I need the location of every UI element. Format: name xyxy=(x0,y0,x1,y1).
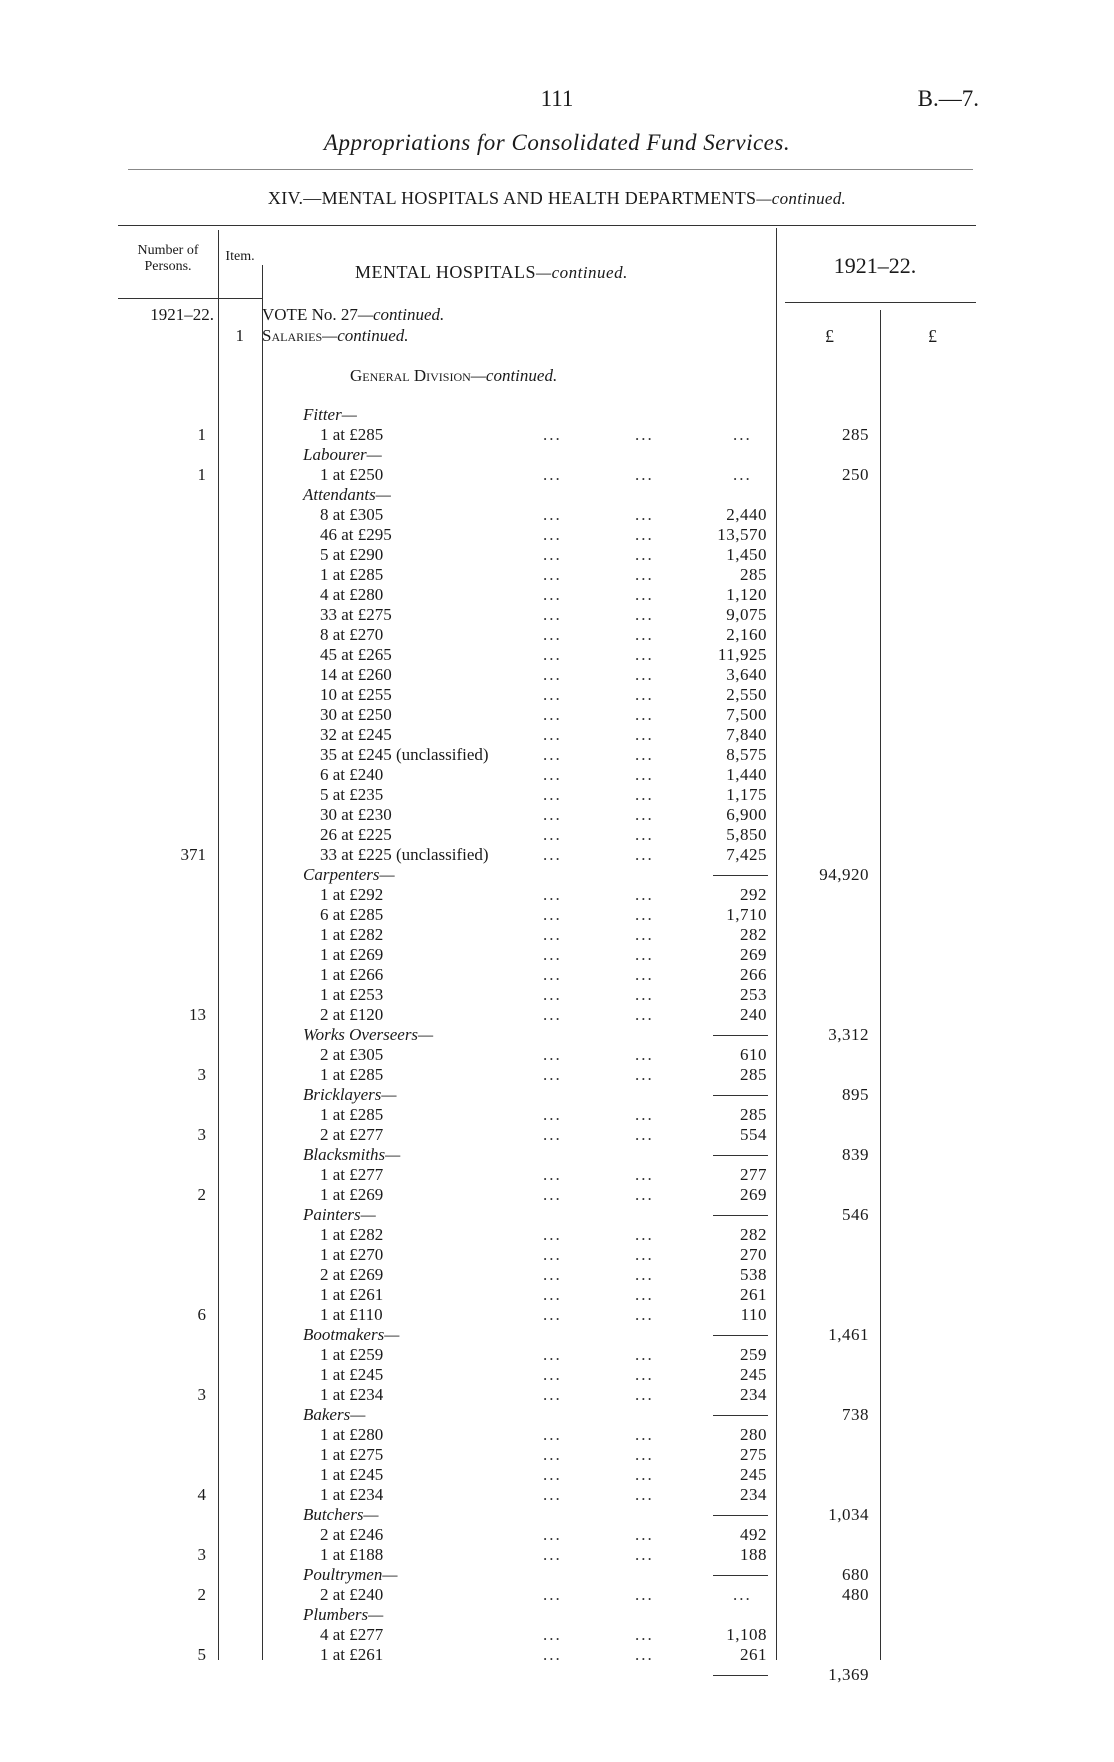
category-label: Painters— xyxy=(303,1205,376,1224)
item-amount: 275 xyxy=(740,1445,767,1464)
persons-count: 5 xyxy=(197,1645,206,1664)
table-top-rule xyxy=(118,225,976,226)
rate-description: 1 at £292 xyxy=(320,885,384,904)
item-amount: 266 xyxy=(740,965,767,984)
table-row: 1 at £285 3 285 ... ... xyxy=(197,1065,767,1084)
table-row: 1 at £245 245 ... ... xyxy=(320,1465,767,1484)
item-amount: 610 xyxy=(740,1045,767,1064)
rate-description: 45 at £265 xyxy=(320,645,392,664)
item-amount: 538 xyxy=(740,1265,767,1284)
persons-count: 3 xyxy=(197,1545,206,1564)
item-amount: 234 xyxy=(740,1485,767,1504)
rate-description: 1 at £245 xyxy=(320,1465,384,1484)
table-row: 46 at £295 13,570 ... ... xyxy=(320,525,767,544)
persons-count: 1 xyxy=(197,425,206,444)
item-amount: 492 xyxy=(740,1525,767,1544)
table-row: 1 at £270 270 ... ... xyxy=(320,1245,767,1264)
item-amount: 188 xyxy=(740,1545,767,1564)
rate-description: 35 at £245 (unclassified) xyxy=(320,745,489,764)
category-total: 839 xyxy=(842,1145,869,1164)
rate-description: 5 at £235 xyxy=(320,785,384,804)
rate-description: 1 at £234 xyxy=(320,1385,384,1404)
table-row: 1 at £234 4 234 ... ... xyxy=(197,1485,767,1504)
rate-description: 1 at £253 xyxy=(320,985,384,1004)
table-row: 32 at £245 7,840 ... ... xyxy=(320,725,767,744)
table-row: 6 at £285 1,710 ... ... xyxy=(320,905,767,924)
rate-description: 1 at £250 xyxy=(320,465,384,484)
rate-description: 2 at £246 xyxy=(320,1525,384,1544)
item-amount: 269 xyxy=(740,945,767,964)
subtotal-rule xyxy=(713,1335,768,1336)
item-amount: 1,120 xyxy=(726,585,767,604)
vote-suffix: —continued. xyxy=(357,305,445,324)
rate-description: 1 at £285 xyxy=(320,1105,384,1124)
rate-description: 5 at £290 xyxy=(320,545,384,564)
rate-description: 33 at £275 xyxy=(320,605,392,624)
table-row: 4 at £280 1,120 ... ... xyxy=(320,585,767,604)
salaries-suffix: —continued. xyxy=(322,326,409,345)
table-row: 1 at £245 245 ... ... xyxy=(320,1365,767,1384)
persons-count: 4 xyxy=(197,1485,206,1504)
item-amount: 110 xyxy=(740,1305,767,1324)
table-row: 2 at £305 610 ... ... xyxy=(320,1045,767,1064)
persons-header-rule xyxy=(118,298,218,299)
item-amount: 269 xyxy=(740,1185,767,1204)
category-row xyxy=(0,1025,1114,1045)
rate-description: 1 at £259 xyxy=(320,1345,384,1364)
category-total: 94,920 xyxy=(819,865,869,884)
rate-description: 1 at £285 xyxy=(320,425,384,444)
item-amount: 554 xyxy=(740,1125,767,1144)
category-label: Poultrymen— xyxy=(303,1565,398,1584)
item-amount: 1,440 xyxy=(726,765,767,784)
page-reference: B.—7. xyxy=(917,86,979,111)
rate-description: 1 at £261 xyxy=(320,1645,384,1664)
category-row xyxy=(0,1405,1114,1425)
category-total: 285 xyxy=(842,425,869,444)
table-row: 1 at £269 2 269 ... ... xyxy=(197,1185,767,1204)
table-row: 1 at £261 261 ... ... xyxy=(320,1285,767,1304)
rate-description: 1 at £269 xyxy=(320,945,384,964)
rate-description: 1 at £275 xyxy=(320,1445,384,1464)
category-total: 1,034 xyxy=(828,1505,869,1524)
number-of-persons-header: Number of Persons. xyxy=(137,243,199,274)
table-row: 1 at £282 282 ... ... xyxy=(320,1225,767,1244)
category-label: Bricklayers— xyxy=(303,1085,397,1104)
table-row: 8 at £305 2,440 ... ... xyxy=(320,505,767,524)
rate-description: 1 at £285 xyxy=(320,1065,384,1084)
rate-description: 32 at £245 xyxy=(320,725,392,744)
item-amount: 277 xyxy=(740,1165,767,1184)
item-amount: 285 xyxy=(740,1065,767,1084)
category-total: 680 xyxy=(842,1565,869,1584)
table-row: 35 at £245 (unclassified) 8,575 ... ... xyxy=(320,745,767,764)
item-amount: 234 xyxy=(740,1385,767,1404)
rate-description: 1 at £282 xyxy=(320,1225,384,1244)
item-amount: 7,425 xyxy=(726,845,767,864)
rate-description: 2 at £269 xyxy=(320,1265,384,1284)
division-heading xyxy=(350,366,557,386)
category-row xyxy=(0,1205,1114,1225)
persons-count: 3 xyxy=(197,1065,206,1084)
item-amount: 1,710 xyxy=(726,905,767,924)
page-number: 111 xyxy=(540,86,574,111)
item-amount: 2,440 xyxy=(726,505,767,524)
rate-description: 1 at £266 xyxy=(320,965,384,984)
item-amount: 9,075 xyxy=(726,605,767,624)
item-amount: 261 xyxy=(740,1285,767,1304)
subtotal-rule xyxy=(713,1515,768,1516)
subtotal-rule xyxy=(713,875,768,876)
table-row: 33 at £275 9,075 ... ... xyxy=(320,605,767,624)
item-amount: 1,175 xyxy=(726,785,767,804)
rate-description: 8 at £305 xyxy=(320,505,384,524)
category-label: Bakers— xyxy=(303,1405,366,1424)
rate-description: 6 at £285 xyxy=(320,905,384,924)
table-row: 1 at £188 3 188 ... ... xyxy=(197,1545,767,1564)
table-row: 26 at £225 5,850 ... ... xyxy=(320,825,767,844)
persons-count: 3 xyxy=(197,1125,206,1144)
category-label: Works Overseers— xyxy=(303,1025,434,1044)
persons-year: 1921–22. xyxy=(150,305,214,324)
category-label: Blacksmiths— xyxy=(303,1145,401,1164)
rate-description: 1 at £270 xyxy=(320,1245,384,1264)
persons-count: 3 xyxy=(197,1385,206,1404)
table-row: 10 at £255 2,550 ... ... xyxy=(320,685,767,704)
table-row: 1 at £234 3 234 ... ... xyxy=(197,1385,767,1404)
subtotal-rule xyxy=(713,1095,768,1096)
item-amount: 285 xyxy=(740,1105,767,1124)
title-rule xyxy=(128,169,973,170)
item-amount: 1,450 xyxy=(726,545,767,564)
item-amount: 2,550 xyxy=(726,685,767,704)
year-header-rule xyxy=(785,302,976,303)
table-row: 1 at £269 269 ... ... xyxy=(320,945,767,964)
table-row: 5 at £290 1,450 ... ... xyxy=(320,545,767,564)
item-amount: 7,500 xyxy=(726,705,767,724)
table-row: 6 at £240 1,440 ... ... xyxy=(320,765,767,784)
table-row: 2 at £240 2 480 ... ... ... xyxy=(197,1585,869,1604)
category-row xyxy=(0,865,1114,885)
item-number: 1 xyxy=(235,326,244,345)
division-suffix: —continued. xyxy=(470,366,558,385)
table-row: 1 at £261 5 261 ... ... xyxy=(197,1645,767,1664)
department-text: MENTAL HOSPITALS xyxy=(355,262,536,282)
category-total: 1,461 xyxy=(828,1325,869,1344)
vote-line xyxy=(262,305,444,325)
rate-description: 2 at £120 xyxy=(320,1005,384,1024)
item-amount: 282 xyxy=(740,925,767,944)
persons-count: 1 xyxy=(197,465,206,484)
category-label: Butchers— xyxy=(303,1505,379,1524)
rate-description: 1 at £245 xyxy=(320,1365,384,1384)
rate-description: 8 at £270 xyxy=(320,625,384,644)
item-amount: 245 xyxy=(740,1365,767,1384)
item-amount: 253 xyxy=(740,985,767,1004)
rate-description: 33 at £225 (unclassified) xyxy=(320,845,489,864)
category-total: 1,369 xyxy=(828,1665,869,1684)
table-row: 1 at £280 280 ... ... xyxy=(320,1425,767,1444)
table-row: 33 at £225 (unclassified) 371 7,425 ... ... xyxy=(180,845,767,864)
rate-description: 1 at £285 xyxy=(320,565,384,584)
item-amount: 5,850 xyxy=(726,825,767,844)
rate-description: 30 at £230 xyxy=(320,805,392,824)
persons-count: 13 xyxy=(189,1005,206,1024)
category-total: 546 xyxy=(842,1205,869,1224)
table-row: 30 at £230 6,900 ... ... xyxy=(320,805,767,824)
category-label: Labourer— xyxy=(303,445,382,464)
category-row xyxy=(0,1085,1114,1105)
table-row: 1 at £282 282 ... ... xyxy=(320,925,767,944)
table-row: 1 at £277 277 ... ... xyxy=(320,1165,767,1184)
table-row: 1 at £266 266 ... ... xyxy=(320,965,767,984)
rate-description: 2 at £240 xyxy=(320,1585,384,1604)
table-row: 1 at £259 259 ... ... xyxy=(320,1345,767,1364)
item-amount: 7,840 xyxy=(726,725,767,744)
table-row: 1 at £275 275 ... ... xyxy=(320,1445,767,1464)
rate-description: 1 at £110 xyxy=(320,1305,383,1324)
item-amount: 240 xyxy=(740,1005,767,1024)
table-row: 2 at £277 3 554 ... ... xyxy=(197,1125,767,1144)
page-title: Appropriations for Consolidated Fund Services. xyxy=(323,130,791,155)
rate-description: 30 at £250 xyxy=(320,705,392,724)
category-row xyxy=(0,1505,1114,1525)
category-row xyxy=(0,1145,1114,1165)
item-amount: 1,108 xyxy=(726,1625,767,1644)
category-total: 738 xyxy=(842,1405,869,1424)
table-row: 30 at £250 7,500 ... ... xyxy=(320,705,767,724)
subtotal-rule xyxy=(713,1415,768,1416)
rate-description: 4 at £277 xyxy=(320,1625,384,1644)
table-row: 1 at £285 285 ... ... xyxy=(320,1105,767,1124)
subtotal-rule xyxy=(713,1035,768,1036)
rate-description: 1 at £234 xyxy=(320,1485,384,1504)
vote-text: VOTE No. 27 xyxy=(262,305,358,324)
rate-description: 46 at £295 xyxy=(320,525,392,544)
table-row: 1 at £285 1 285 ... ... ... xyxy=(197,425,869,444)
item-amount: 2,160 xyxy=(726,625,767,644)
salaries-line xyxy=(262,326,409,346)
item-amount: 270 xyxy=(740,1245,767,1264)
rate-description: 1 at £282 xyxy=(320,925,384,944)
category-row xyxy=(0,405,1114,425)
salaries-text: Salaries xyxy=(262,326,323,345)
section-heading xyxy=(0,188,1114,209)
category-total: 250 xyxy=(842,465,869,484)
section-heading-suffix: —continued. xyxy=(756,189,847,208)
category-label: Attendants— xyxy=(303,485,391,504)
item-amount: 13,570 xyxy=(717,525,767,544)
item-amount: 292 xyxy=(740,885,767,904)
table-row: 1 at £285 285 ... ... xyxy=(320,565,767,584)
category-row xyxy=(0,1605,1114,1625)
rate-description: 4 at £280 xyxy=(320,585,384,604)
rate-description: 1 at £280 xyxy=(320,1425,384,1444)
pound-symbol-col2: £ xyxy=(928,326,937,346)
item-amount: 259 xyxy=(740,1345,767,1364)
department-header xyxy=(355,262,628,283)
category-label: Fitter— xyxy=(303,405,357,424)
category-row xyxy=(0,485,1114,505)
category-total: 895 xyxy=(842,1085,869,1104)
subtotal-rule xyxy=(713,1675,768,1676)
salary-rows xyxy=(0,405,1114,1685)
rate-description: 1 at £277 xyxy=(320,1165,384,1184)
subtotal-rule xyxy=(713,1575,768,1576)
category-label: Plumbers— xyxy=(303,1605,384,1624)
year-header: 1921–22. xyxy=(833,253,917,278)
table-row xyxy=(0,1665,1114,1685)
rate-description: 2 at £305 xyxy=(320,1045,384,1064)
rate-description: 2 at £277 xyxy=(320,1125,384,1144)
rate-description: 10 at £255 xyxy=(320,685,392,704)
category-label: Bootmakers— xyxy=(303,1325,400,1344)
rate-description: 1 at £188 xyxy=(320,1545,384,1564)
item-amount: 282 xyxy=(740,1225,767,1244)
subtotal-rule xyxy=(713,1215,768,1216)
table-row: 1 at £250 1 250 ... ... ... xyxy=(197,465,869,484)
table-row: 1 at £253 253 ... ... xyxy=(320,985,767,1004)
item-header: Item. xyxy=(225,249,255,264)
rate-description: 6 at £240 xyxy=(320,765,384,784)
category-row xyxy=(0,1565,1114,1585)
table-row: 2 at £269 538 ... ... xyxy=(320,1265,767,1284)
division-text: General Division xyxy=(350,366,471,385)
table-row: 2 at £120 13 240 ... ... xyxy=(189,1005,767,1024)
pound-symbol-col1: £ xyxy=(825,326,834,346)
item-amount: 280 xyxy=(740,1425,767,1444)
department-suffix: —continued. xyxy=(535,263,628,282)
rate-description: 26 at £225 xyxy=(320,825,392,844)
category-total: 480 xyxy=(842,1585,869,1604)
rate-description: 1 at £261 xyxy=(320,1285,384,1304)
persons-count: 6 xyxy=(197,1305,206,1324)
category-label: Carpenters— xyxy=(303,865,395,884)
table-row: 14 at £260 3,640 ... ... xyxy=(320,665,767,684)
table-row: 45 at £265 11,925 ... ... xyxy=(320,645,767,664)
section-heading-text: XIV.—MENTAL HOSPITALS AND HEALTH DEPARTMENTS xyxy=(267,188,757,208)
rate-description: 14 at £260 xyxy=(320,665,392,684)
subtotal-rule xyxy=(713,1155,768,1156)
item-header-rule xyxy=(218,298,262,299)
item-amount: 261 xyxy=(740,1645,767,1664)
item-amount: 6,900 xyxy=(726,805,767,824)
rate-description: 1 at £269 xyxy=(320,1185,384,1204)
table-row: 1 at £110 6 110 ... ... xyxy=(197,1305,767,1324)
table-row: 2 at £246 492 ... ... xyxy=(320,1525,767,1544)
category-total: 3,312 xyxy=(828,1025,869,1044)
category-row xyxy=(0,445,1114,465)
category-row xyxy=(0,1325,1114,1345)
item-amount: 3,640 xyxy=(726,665,767,684)
item-amount: 11,925 xyxy=(717,645,767,664)
persons-count: 2 xyxy=(197,1585,206,1604)
item-amount: 8,575 xyxy=(726,745,767,764)
table-row: 5 at £235 1,175 ... ... xyxy=(320,785,767,804)
persons-count: 371 xyxy=(180,845,206,864)
table-row: 8 at £270 2,160 ... ... xyxy=(320,625,767,644)
persons-count: 2 xyxy=(197,1185,206,1204)
item-amount: 285 xyxy=(740,565,767,584)
table-row: 1 at £292 292 ... ... xyxy=(320,885,767,904)
item-amount: 245 xyxy=(740,1465,767,1484)
table-row: 4 at £277 1,108 ... ... xyxy=(320,1625,767,1644)
